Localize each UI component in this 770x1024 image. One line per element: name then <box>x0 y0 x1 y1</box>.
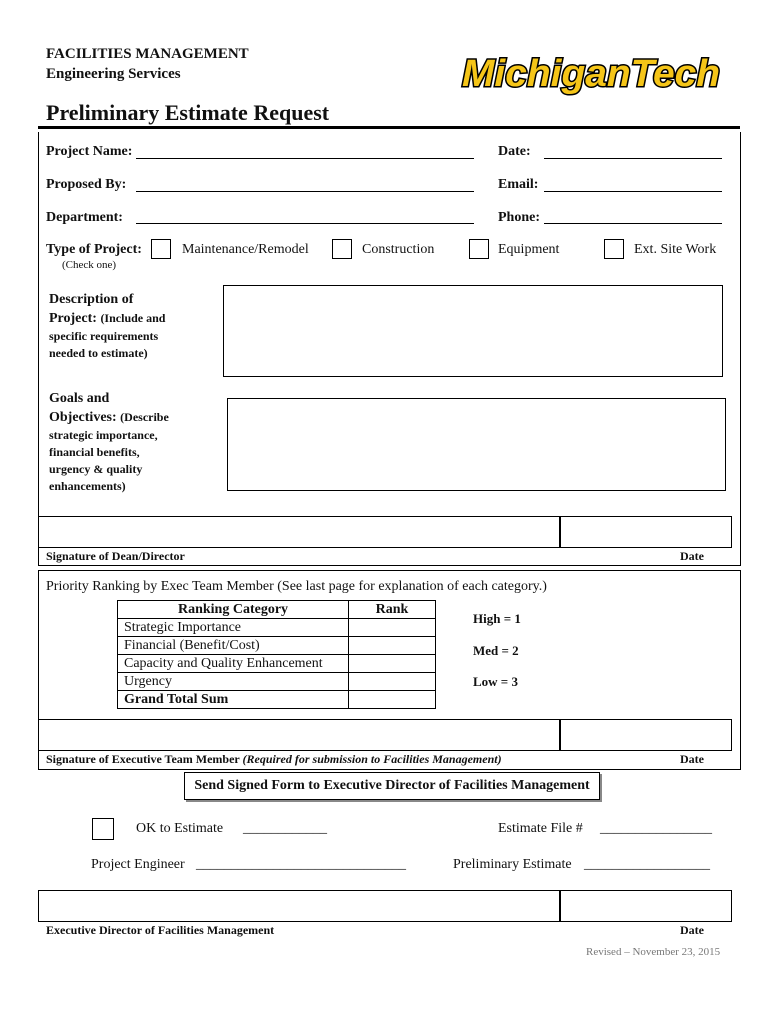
goals-title-2: Objectives: <box>49 410 117 425</box>
project-type-label: Type of Project: <box>46 242 142 257</box>
request-section-frame <box>38 132 741 566</box>
dean-date-field[interactable] <box>560 516 732 548</box>
goals-hint: (Describe <box>120 410 169 424</box>
dean-date-label: Date <box>680 549 704 563</box>
description-title-2: Project: <box>49 311 97 326</box>
ext-site-work-option-label: Ext. Site Work <box>634 242 717 257</box>
svg-text:MichiganTech: MichiganTech <box>462 53 720 95</box>
table-row <box>118 637 436 655</box>
equipment-option-label: Equipment <box>498 242 560 257</box>
goals-title: Goals and <box>49 391 110 406</box>
grand-total-input-cell[interactable] <box>349 691 436 709</box>
maintenance-option-label: Maintenance/Remodel <box>182 242 309 257</box>
ranking-header-row <box>118 601 436 619</box>
goals-hint-4: urgency & quality <box>49 462 143 476</box>
dean-signature-field[interactable] <box>38 516 560 548</box>
goals-hint-3: financial benefits, <box>49 445 140 459</box>
description-hint-3: needed to estimate) <box>49 346 148 360</box>
exec-signature-field[interactable] <box>38 719 560 751</box>
description-hint: (Include and <box>100 311 166 325</box>
ranking-category-cell: Urgency <box>118 673 349 691</box>
email-label: Email: <box>498 177 539 192</box>
rank-input-cell[interactable] <box>349 637 436 655</box>
grand-total-label: Grand Total Sum <box>118 691 349 709</box>
title-divider <box>38 126 740 129</box>
ranking-category-cell: Capacity and Quality Enhancement <box>118 655 349 673</box>
exec-signature-note: (Required for submission to Facilities Management) <box>242 752 502 766</box>
priority-heading: Priority Ranking by Exec Team Member (See last page for explanation of each category.) <box>46 579 547 594</box>
construction-option-label: Construction <box>362 242 435 257</box>
description-hint-2: specific requirements <box>49 329 159 343</box>
exec-signature-label <box>46 752 502 767</box>
subdepartment-heading: Engineering Services <box>46 66 181 82</box>
scale-high: High = 1 <box>473 611 521 626</box>
director-signature-label: Executive Director of Facilities Management <box>46 923 275 937</box>
project-engineer-field[interactable]: ______________________________ <box>196 857 406 872</box>
project-name-label: Project Name: <box>46 144 133 159</box>
estimate-file-field[interactable]: ________________ <box>600 821 712 836</box>
exec-date-field[interactable] <box>560 719 732 751</box>
ranking-category-cell: Strategic Importance <box>118 619 349 637</box>
director-signature-field[interactable] <box>38 890 560 922</box>
goals-hint-2: strategic importance, <box>49 428 158 442</box>
director-date-field[interactable] <box>560 890 732 922</box>
ok-to-estimate-field[interactable]: ____________ <box>243 821 327 836</box>
dean-signature-label: Signature of Dean/Director <box>46 549 185 563</box>
ranking-category-header: Ranking Category <box>118 601 349 619</box>
table-row <box>118 655 436 673</box>
ok-to-estimate-label: OK to Estimate <box>136 821 224 836</box>
rank-input-cell[interactable] <box>349 619 436 637</box>
proposed-by-label: Proposed By: <box>46 177 127 192</box>
ok-to-estimate-checkbox[interactable] <box>92 818 114 840</box>
department-label: Department: <box>46 210 123 225</box>
director-date-label: Date <box>680 923 704 937</box>
ranking-category-cell: Financial (Benefit/Cost) <box>118 637 349 655</box>
exec-signature-label-text: Signature of Executive Team Member <box>46 752 240 766</box>
project-type-hint: (Check one) <box>62 259 117 271</box>
table-row <box>118 619 436 637</box>
michigan-tech-logo <box>458 46 726 98</box>
page-title: Preliminary Estimate Request <box>46 100 330 125</box>
ranking-table <box>117 600 436 709</box>
revision-footer: Revised – November 23, 2015 <box>586 946 721 958</box>
send-form-instruction: Send Signed Form to Executive Director of Facilities Management <box>184 772 600 800</box>
goals-hint-5: enhancements) <box>49 479 126 493</box>
phone-label: Phone: <box>498 210 540 225</box>
scale-low: Low = 3 <box>473 674 518 689</box>
exec-date-label: Date <box>680 752 704 766</box>
rank-input-cell[interactable] <box>349 655 436 673</box>
scale-med: Med = 2 <box>473 643 519 658</box>
total-row <box>118 691 436 709</box>
estimate-file-label: Estimate File # <box>498 821 583 836</box>
rank-header: Rank <box>349 601 436 619</box>
rank-input-cell[interactable] <box>349 673 436 691</box>
preliminary-estimate-field[interactable]: __________________ <box>584 857 710 872</box>
project-engineer-label: Project Engineer <box>91 857 185 872</box>
date-label: Date: <box>498 144 531 159</box>
preliminary-estimate-label: Preliminary Estimate <box>453 857 572 872</box>
department-heading: FACILITIES MANAGEMENT <box>46 46 249 62</box>
description-title: Description of <box>49 292 134 307</box>
table-row <box>118 673 436 691</box>
